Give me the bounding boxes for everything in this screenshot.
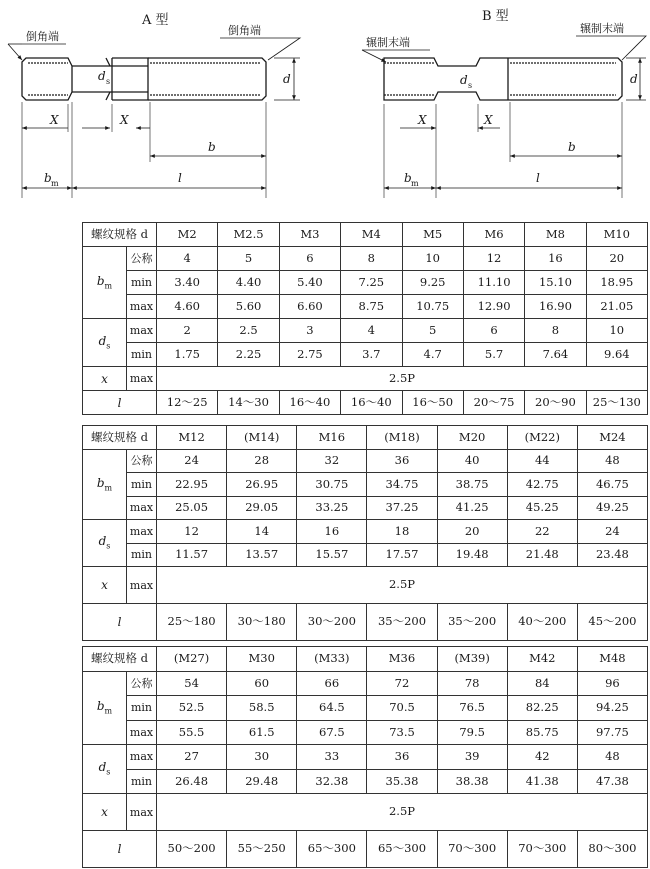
value-cell: 16～40 [279,391,340,415]
spec-cell: M30 [227,647,297,672]
value-cell: 42 [507,745,577,770]
value-cell: 16 [525,247,586,271]
type-b-bm-label: b [404,171,412,185]
type-b-bm-sub: m [411,179,419,188]
value-cell: 33.25 [297,496,367,520]
value-cell: 10 [586,319,647,343]
min-label: min [127,473,157,497]
value-cell: 8 [525,319,586,343]
type-a-ds-label: d [98,69,106,83]
value-cell: 78 [437,671,507,696]
spec-cell: M4 [341,223,402,247]
value-cell: 35～200 [367,604,437,641]
value-cell: 30.75 [297,473,367,497]
nominal-label: 公称 [127,449,157,473]
value-cell: 32 [297,449,367,473]
table-row [83,543,648,567]
max-label: max [127,567,157,604]
value-cell: 42.75 [507,473,577,497]
value-cell: 7.25 [341,271,402,295]
value-cell: 18 [367,520,437,544]
value-cell: 40 [437,449,507,473]
type-b-d-label: d [630,72,638,86]
value-cell: 61.5 [227,720,297,745]
value-cell: 2.5 [218,319,279,343]
value-cell: 12～25 [157,391,218,415]
type-b-x2-label: X [484,113,493,127]
value-cell: 36 [367,449,437,473]
value-cell: 73.5 [367,720,437,745]
value-cell: 14～30 [218,391,279,415]
value-cell: 34.75 [367,473,437,497]
max-label: max [127,496,157,520]
value-cell: 29.48 [227,769,297,794]
type-a-x1-label: X [50,113,59,127]
type-b-ds-sub: s [468,81,473,90]
min-label: min [127,343,157,367]
value-cell: 1.75 [157,343,218,367]
value-cell: 5.40 [279,271,340,295]
table-row [83,426,648,450]
table-row [83,647,648,672]
value-cell: 39 [437,745,507,770]
value-cell: 70.5 [367,696,437,721]
spec-header: 螺纹规格 d [83,223,157,247]
x-value: 2.5P [157,567,648,604]
type-a-ds-sub: s [106,77,111,86]
type-a-b-label: b [208,140,216,154]
max-label: max [127,295,157,319]
type-a-l-label: l [178,171,182,185]
value-cell: 3.40 [157,271,218,295]
min-label: min [127,271,157,295]
table-row [83,496,648,520]
value-cell: 12 [157,520,227,544]
l-row-label: l [83,831,157,868]
value-cell: 5.60 [218,295,279,319]
value-cell: 20～75 [463,391,524,415]
table-row [83,745,648,770]
stud-bolt-drawing [0,0,650,215]
spec-cell: (M39) [437,647,507,672]
type-a-stud [22,58,266,100]
value-cell: 94.25 [577,696,647,721]
value-cell: 25～130 [586,391,647,415]
value-cell: 3 [279,319,340,343]
table-row [83,271,648,295]
table-row [83,604,648,641]
value-cell: 82.25 [507,696,577,721]
value-cell: 4.40 [218,271,279,295]
value-cell: 84 [507,671,577,696]
ds-row-label: $d_s$ [83,319,127,367]
value-cell: 96 [577,671,647,696]
spec-table-1 [82,222,648,415]
value-cell: 19.48 [437,543,507,567]
value-cell: 48 [577,745,647,770]
value-cell: 79.5 [437,720,507,745]
spec-cell: M10 [586,223,647,247]
spec-cell: (M18) [367,426,437,450]
min-label: min [127,543,157,567]
type-b-l-label: l [536,171,540,185]
spec-table-3 [82,646,648,868]
table-row [83,696,648,721]
type-a-d-label: d [283,72,291,86]
value-cell: 26.48 [157,769,227,794]
value-cell: 47.38 [577,769,647,794]
bm-row-label: $b_m$ [83,247,127,319]
type-a-chamfer-right: 倒角端 [228,24,261,37]
value-cell: 7.64 [525,343,586,367]
value-cell: 55～250 [227,831,297,868]
min-label: min [127,769,157,794]
value-cell: 20～90 [525,391,586,415]
spec-cell: (M27) [157,647,227,672]
value-cell: 18.95 [586,271,647,295]
value-cell: 46.75 [577,473,647,497]
value-cell: 41.25 [437,496,507,520]
value-cell: 49.25 [577,496,647,520]
type-b-ds-label: d [460,73,468,87]
spec-cell: M6 [463,223,524,247]
max-label: max [127,745,157,770]
value-cell: 4.60 [157,295,218,319]
x-row-label: x [83,367,127,391]
table-row [83,295,648,319]
type-b-title: B 型 [482,9,509,24]
value-cell: 21.48 [507,543,577,567]
type-b-x1-label: X [418,113,427,127]
value-cell: 20 [586,247,647,271]
value-cell: 12 [463,247,524,271]
value-cell: 67.5 [297,720,367,745]
ds-row-label: $d_s$ [83,520,127,567]
value-cell: 9.25 [402,271,463,295]
value-cell: 5.7 [463,343,524,367]
value-cell: 22 [507,520,577,544]
value-cell: 6.60 [279,295,340,319]
value-cell: 30 [227,745,297,770]
value-cell: 37.25 [367,496,437,520]
table-row [83,367,648,391]
value-cell: 2 [157,319,218,343]
spec-cell: M2 [157,223,218,247]
value-cell: 10 [402,247,463,271]
type-a-bm-sub: m [51,179,59,188]
type-a-bm-label: b [44,171,52,185]
value-cell: 27 [157,745,227,770]
bm-row-label: $b_m$ [83,449,127,520]
x-value: 2.5P [157,367,648,391]
value-cell: 36 [367,745,437,770]
value-cell: 25～180 [157,604,227,641]
value-cell: 32.38 [297,769,367,794]
table-row [83,520,648,544]
value-cell: 11.10 [463,271,524,295]
value-cell: 3.7 [341,343,402,367]
type-a-chamfer-left: 倒角端 [26,30,59,43]
spec-cell: M20 [437,426,507,450]
value-cell: 10.75 [402,295,463,319]
max-label: max [127,520,157,544]
nominal-label: 公称 [127,247,157,271]
value-cell: 38.38 [437,769,507,794]
value-cell: 65～300 [367,831,437,868]
spec-cell: M24 [577,426,647,450]
type-b-rolled-left: 辗制末端 [366,36,410,49]
value-cell: 45～200 [577,604,647,641]
spec-cell: M2.5 [218,223,279,247]
min-label: min [127,696,157,721]
value-cell: 28 [227,449,297,473]
value-cell: 30～180 [227,604,297,641]
value-cell: 44 [507,449,577,473]
value-cell: 24 [577,520,647,544]
value-cell: 16～40 [341,391,402,415]
table-row [83,671,648,696]
table-row [83,567,648,604]
x-row-label: x [83,567,127,604]
nominal-label: 公称 [127,671,157,696]
value-cell: 9.64 [586,343,647,367]
value-cell: 48 [577,449,647,473]
value-cell: 8 [341,247,402,271]
value-cell: 80～300 [577,831,647,868]
value-cell: 70～300 [437,831,507,868]
value-cell: 64.5 [297,696,367,721]
value-cell: 33 [297,745,367,770]
value-cell: 24 [157,449,227,473]
spec-cell: M12 [157,426,227,450]
value-cell: 85.75 [507,720,577,745]
value-cell: 15.10 [525,271,586,295]
value-cell: 29.05 [227,496,297,520]
value-cell: 40～200 [507,604,577,641]
table-row [83,223,648,247]
ds-row-label: $d_s$ [83,745,127,794]
value-cell: 26.95 [227,473,297,497]
value-cell: 5 [402,319,463,343]
value-cell: 41.38 [507,769,577,794]
value-cell: 50～200 [157,831,227,868]
table-row [83,247,648,271]
max-label: max [127,720,157,745]
value-cell: 72 [367,671,437,696]
table-row [83,319,648,343]
spec-cell: M5 [402,223,463,247]
type-b-b-label: b [568,140,576,154]
value-cell: 58.5 [227,696,297,721]
value-cell: 65～300 [297,831,367,868]
value-cell: 20 [437,520,507,544]
value-cell: 13.57 [227,543,297,567]
spec-cell: (M33) [297,647,367,672]
x-row-label: x [83,794,127,831]
spec-cell: M8 [525,223,586,247]
type-a-x2-label: X [120,113,129,127]
spec-cell: M16 [297,426,367,450]
value-cell: 4 [341,319,402,343]
value-cell: 4 [157,247,218,271]
table-row [83,343,648,367]
value-cell: 30～200 [297,604,367,641]
value-cell: 16～50 [402,391,463,415]
type-b-rolled-right: 辗制末端 [580,22,624,35]
value-cell: 6 [463,319,524,343]
max-label: max [127,319,157,343]
table-row [83,391,648,415]
value-cell: 22.95 [157,473,227,497]
value-cell: 66 [297,671,367,696]
value-cell: 35.38 [367,769,437,794]
value-cell: 8.75 [341,295,402,319]
value-cell: 6 [279,247,340,271]
value-cell: 54 [157,671,227,696]
table-row [83,794,648,831]
value-cell: 16.90 [525,295,586,319]
value-cell: 25.05 [157,496,227,520]
value-cell: 45.25 [507,496,577,520]
value-cell: 2.25 [218,343,279,367]
value-cell: 97.75 [577,720,647,745]
table-row [83,720,648,745]
value-cell: 16 [297,520,367,544]
x-value: 2.5P [157,794,648,831]
value-cell: 60 [227,671,297,696]
value-cell: 5 [218,247,279,271]
table-row [83,449,648,473]
value-cell: 2.75 [279,343,340,367]
value-cell: 52.5 [157,696,227,721]
l-row-label: l [83,391,157,415]
spec-cell: M48 [577,647,647,672]
value-cell: 35～200 [437,604,507,641]
value-cell: 70～300 [507,831,577,868]
value-cell: 38.75 [437,473,507,497]
spec-cell: M3 [279,223,340,247]
type-b-stud [384,58,622,100]
value-cell: 4.7 [402,343,463,367]
spec-header: 螺纹规格 d [83,647,157,672]
spec-cell: M36 [367,647,437,672]
type-a-title: A 型 [142,13,169,28]
value-cell: 55.5 [157,720,227,745]
table-row [83,769,648,794]
l-row-label: l [83,604,157,641]
value-cell: 11.57 [157,543,227,567]
max-label: max [127,794,157,831]
table-row [83,831,648,868]
bm-row-label: $b_m$ [83,671,127,745]
value-cell: 17.57 [367,543,437,567]
value-cell: 12.90 [463,295,524,319]
spec-cell: (M22) [507,426,577,450]
max-label: max [127,367,157,391]
spec-header: 螺纹规格 d [83,426,157,450]
spec-cell: (M14) [227,426,297,450]
table-row [83,473,648,497]
value-cell: 15.57 [297,543,367,567]
value-cell: 14 [227,520,297,544]
value-cell: 23.48 [577,543,647,567]
spec-table-2 [82,425,648,641]
value-cell: 76.5 [437,696,507,721]
spec-cell: M42 [507,647,577,672]
value-cell: 21.05 [586,295,647,319]
